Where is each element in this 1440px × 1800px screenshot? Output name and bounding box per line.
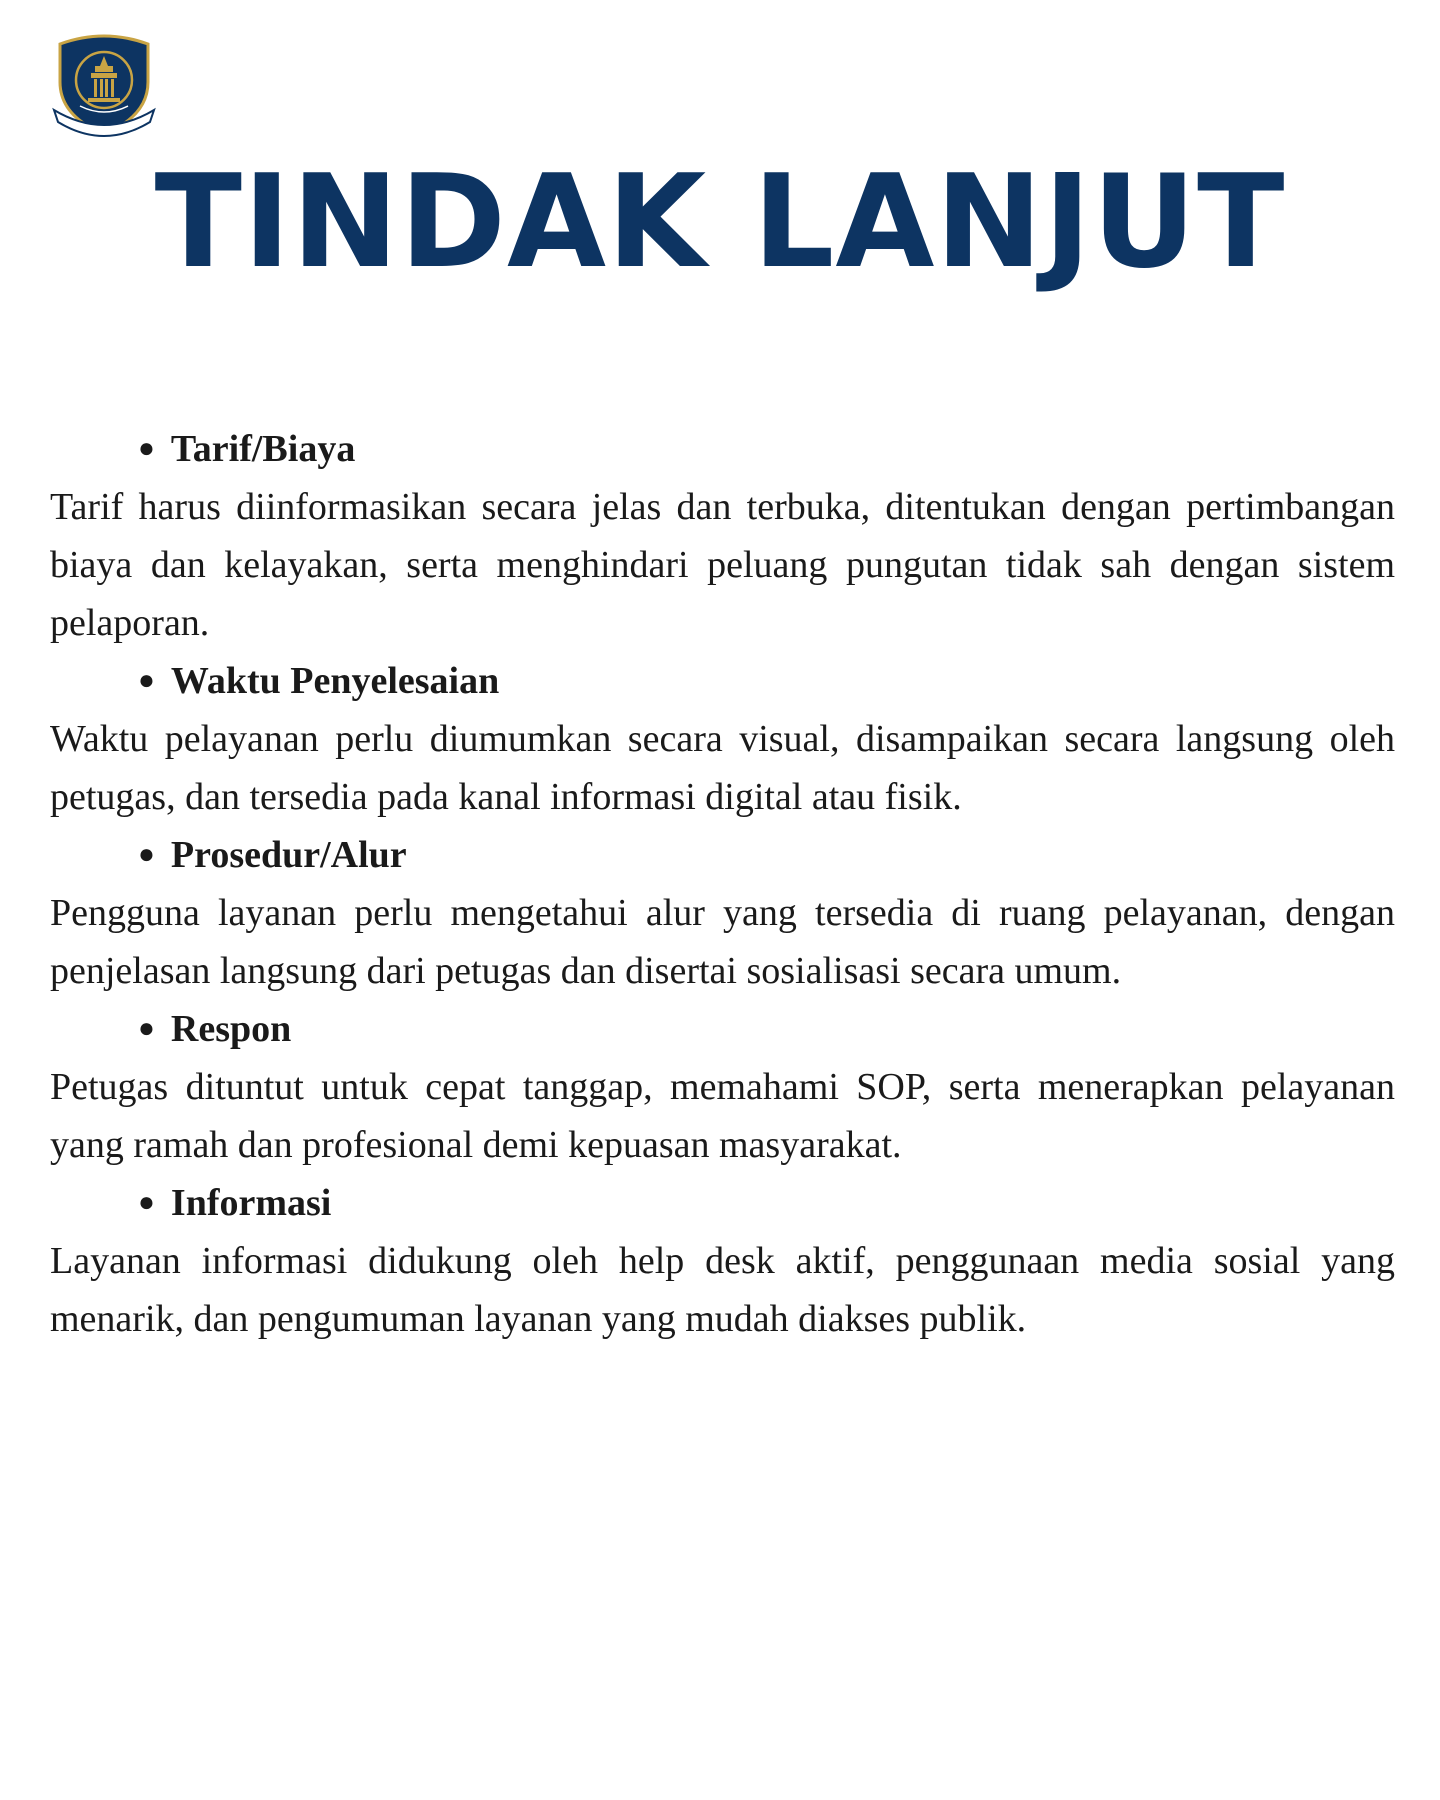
bullet-icon: ● [138,1187,155,1218]
section-heading-text: Tarif/Biaya [170,428,356,470]
imigrasi-logo [50,30,158,142]
section-heading [50,1174,1395,1232]
section-heading [50,420,1395,478]
section-waktu-penyelesaian [50,652,1395,826]
section-respon [50,1000,1395,1174]
bullet-icon: ● [138,1013,155,1044]
section-tarif-biaya [50,420,1395,652]
bullet-icon: ● [138,839,155,870]
section-body: Waktu pelayanan perlu diumumkan secara visual, disampaikan secara langsung oleh petugas, dan tersedia pada kanal informasi digital atau fisik. [50,718,1395,818]
section-heading [50,1000,1395,1058]
section-body: Layanan informasi didukung oleh help desk aktif, penggunaan media sosial yang menarik, dan pengumuman layanan yang mudah diakses publik. [50,1240,1395,1340]
follow-up-list [50,420,1395,1348]
section-body: Petugas dituntut untuk cepat tanggap, memahami SOP, serta menerapkan pelayanan yang ramah dan profesional demi kepuasan masyarakat. [50,1066,1395,1166]
section-heading-text: Waktu Penyelesaian [170,660,500,702]
section-heading-text: Prosedur/Alur [170,834,407,876]
bullet-icon: ● [138,665,155,696]
section-heading-text: Informasi [170,1182,332,1224]
imigrasi-emblem-icon [50,30,158,142]
section-informasi [50,1174,1395,1348]
section-heading [50,826,1395,884]
section-body: Pengguna layanan perlu mengetahui alur yang tersedia di ruang pelayanan, dengan penjelasan langsung dari petugas dan disertai sosialisasi secara umum. [50,892,1395,992]
page-title: TINDAK LANJUT [154,148,1286,297]
section-body: Tarif harus diinformasikan secara jelas dan terbuka, ditentukan dengan pertimbangan biaya dan kelayakan, serta menghindari peluang pungutan tidak sah dengan sistem pelaporan. [50,486,1395,644]
section-prosedur-alur [50,826,1395,1000]
bullet-icon: ● [138,433,155,464]
section-heading-text: Respon [170,1008,292,1050]
section-heading [50,652,1395,710]
